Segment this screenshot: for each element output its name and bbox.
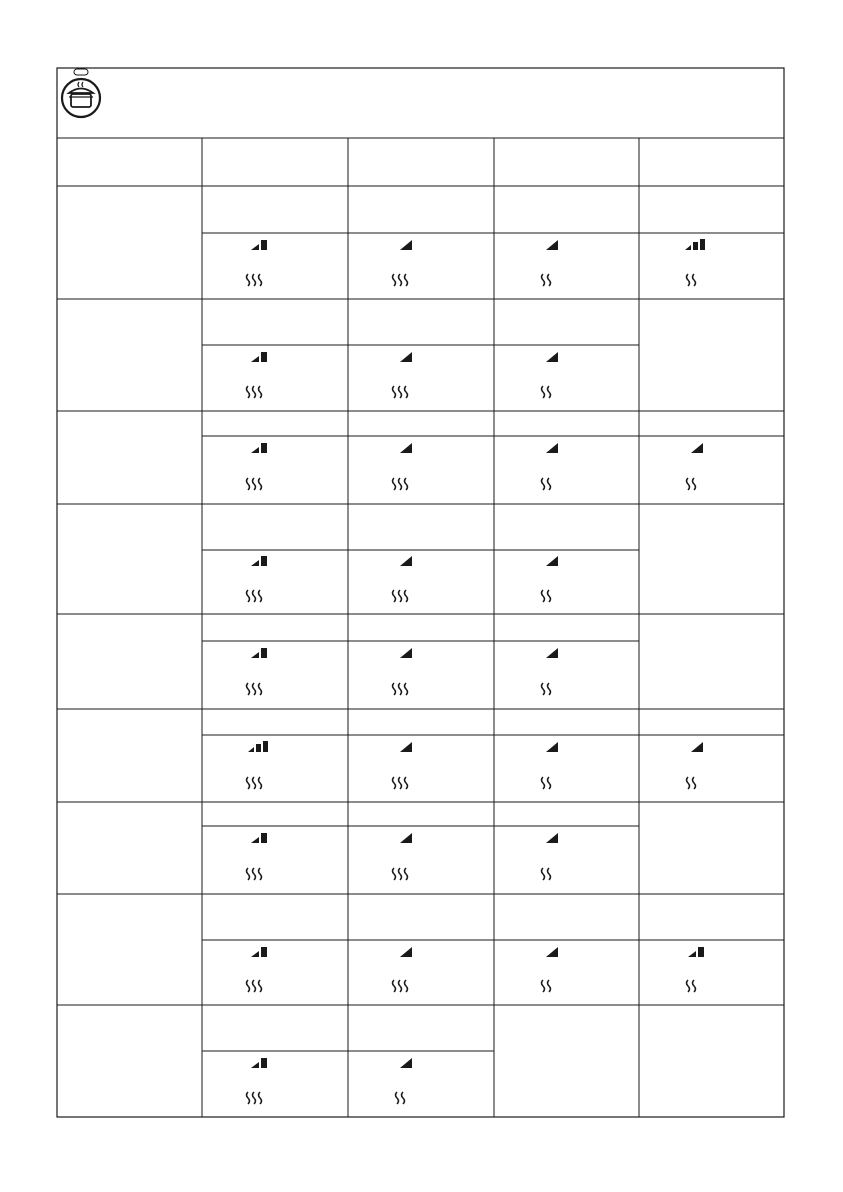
heat-level-icon-2 <box>396 1092 405 1104</box>
heat-level-icon-3 <box>247 1092 262 1104</box>
power-level-icon-1 <box>400 833 412 843</box>
setting-cell <box>202 436 348 490</box>
heat-level-icon-3 <box>393 868 408 880</box>
heat-level-icon-2 <box>542 777 551 789</box>
heat-level-icon-3 <box>247 478 262 490</box>
setting-cell <box>494 233 639 286</box>
setting-cell <box>202 233 348 286</box>
heat-level-icon-2 <box>542 590 551 602</box>
power-level-icon-2 <box>251 240 267 250</box>
cooking-pot-icon <box>62 79 100 117</box>
setting-cell <box>494 641 639 695</box>
heat-level-icon-3 <box>393 274 408 286</box>
heat-level-icon-2 <box>542 478 551 490</box>
header-icon-group <box>62 69 100 117</box>
table-frame <box>57 68 784 1117</box>
setting-cell <box>348 735 494 789</box>
power-level-icon-1 <box>400 443 412 453</box>
setting-cell <box>494 940 639 992</box>
setting-cell <box>494 436 639 490</box>
setting-cell <box>494 345 639 398</box>
setting-cell <box>202 735 348 789</box>
setting-cell <box>202 641 348 695</box>
power-level-icon-1 <box>546 352 558 362</box>
setting-cell <box>348 436 494 490</box>
power-level-icon-1 <box>400 352 412 362</box>
heat-level-icon-3 <box>247 868 262 880</box>
power-level-icon-1 <box>400 1058 412 1068</box>
setting-cell <box>639 940 784 992</box>
heat-level-icon-3 <box>247 590 262 602</box>
heat-level-icon-2 <box>687 777 696 789</box>
heat-level-icon-2 <box>542 683 551 695</box>
setting-cell <box>639 233 784 286</box>
power-level-icon-1 <box>691 443 703 453</box>
power-level-icon-1 <box>546 556 558 566</box>
setting-group-4 <box>202 550 639 602</box>
power-level-icon-1 <box>691 742 703 752</box>
setting-cell <box>202 550 348 602</box>
heat-level-icon-3 <box>247 980 262 992</box>
heat-level-icon-3 <box>393 478 408 490</box>
power-level-icon-3 <box>248 741 268 752</box>
power-level-icon-2 <box>251 556 267 566</box>
power-level-icon-1 <box>546 443 558 453</box>
power-level-icon-2 <box>251 1058 267 1068</box>
heat-level-icon-2 <box>542 386 551 398</box>
power-level-icon-1 <box>546 240 558 250</box>
setting-cell <box>639 735 784 789</box>
power-level-icon-1 <box>546 833 558 843</box>
setting-group-3 <box>202 436 784 490</box>
heat-level-icon-3 <box>247 683 262 695</box>
power-level-icon-1 <box>400 240 412 250</box>
setting-cell <box>348 550 494 602</box>
power-level-icon-1 <box>400 742 412 752</box>
heat-level-icon-2 <box>687 274 696 286</box>
setting-cell <box>348 641 494 695</box>
setting-cell <box>202 940 348 992</box>
power-level-icon-1 <box>546 648 558 658</box>
heat-level-icon-2 <box>687 980 696 992</box>
setting-cell <box>348 1051 494 1104</box>
power-level-icon-2 <box>251 352 267 362</box>
setting-cell <box>348 345 494 398</box>
setting-cell <box>202 1051 348 1104</box>
heat-level-icon-3 <box>393 980 408 992</box>
heat-level-icon-2 <box>542 868 551 880</box>
indicator-light-icon <box>74 69 88 75</box>
heat-level-icon-3 <box>247 386 262 398</box>
setting-cell <box>348 826 494 880</box>
power-level-icon-2 <box>251 833 267 843</box>
power-level-icon-1 <box>400 556 412 566</box>
power-level-icon-2 <box>688 947 704 957</box>
setting-group-2 <box>202 345 639 398</box>
heat-level-icon-3 <box>393 777 408 789</box>
heat-level-icon-2 <box>542 980 551 992</box>
power-level-icon-1 <box>546 742 558 752</box>
heat-level-icon-3 <box>393 386 408 398</box>
power-level-icon-1 <box>400 947 412 957</box>
heat-level-icon-3 <box>393 590 408 602</box>
setting-group-1 <box>202 233 784 286</box>
power-level-icon-1 <box>546 947 558 957</box>
setting-cell <box>494 735 639 789</box>
heat-level-icon-3 <box>247 777 262 789</box>
setting-cell <box>202 345 348 398</box>
heat-level-icon-2 <box>687 478 696 490</box>
setting-cell <box>348 940 494 992</box>
heat-level-icon-3 <box>247 274 262 286</box>
power-level-icon-2 <box>251 443 267 453</box>
setting-group-6 <box>202 735 784 789</box>
heat-level-icon-3 <box>393 683 408 695</box>
setting-cell <box>202 826 348 880</box>
power-level-icon-3 <box>685 239 705 250</box>
setting-cell <box>348 233 494 286</box>
power-level-icon-2 <box>251 947 267 957</box>
setting-cell <box>639 436 784 490</box>
setting-group-8 <box>202 940 784 992</box>
setting-cell <box>494 826 639 880</box>
power-level-icon-2 <box>251 648 267 658</box>
heat-level-icon-2 <box>542 274 551 286</box>
setting-cell <box>494 550 639 602</box>
setting-group-5 <box>202 641 639 695</box>
setting-group-7 <box>202 826 639 880</box>
power-level-icon-1 <box>400 648 412 658</box>
